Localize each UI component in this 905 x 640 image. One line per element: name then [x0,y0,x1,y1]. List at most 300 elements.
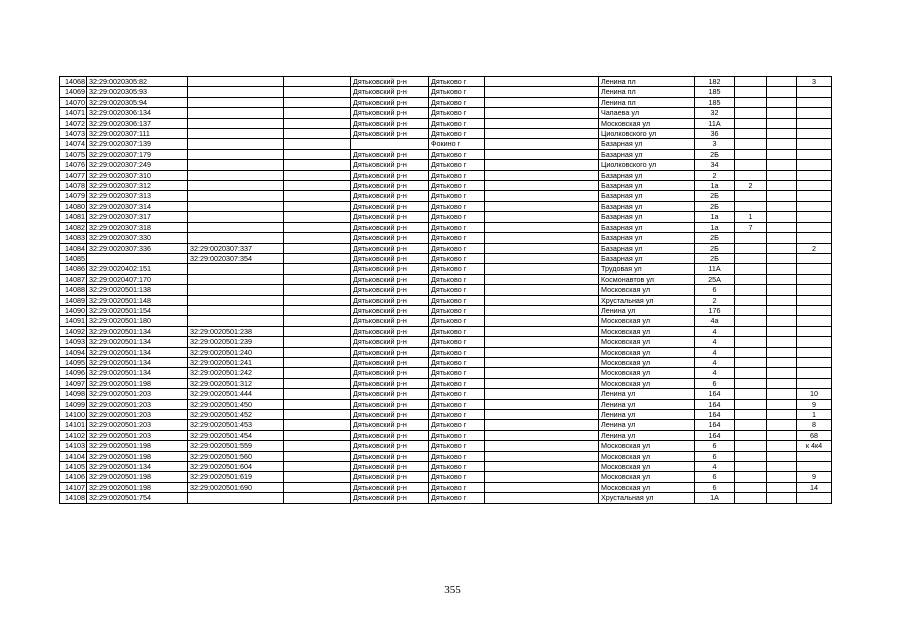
cell-blank-column-2 [485,129,599,139]
cell-extra-column [767,118,797,128]
cell-street: Базарная ул [599,233,695,243]
cell-sub-cadastral-number: 32:29:0020501:452 [188,410,284,420]
cell-apartment-number: 2 [797,243,832,253]
cell-blank-column-2 [485,378,599,388]
cell-cadastral-number: 32:29:0020501:148 [87,295,188,305]
cell-city: Дятьково г [429,181,485,191]
cell-blank-column-2 [485,305,599,315]
cell-apartment-number: 68 [797,430,832,440]
cell-city: Дятьково г [429,399,485,409]
cell-house-number: 164 [695,420,735,430]
cell-row-number: 14080 [60,201,87,211]
cell-blank-column [284,441,351,451]
cell-apartment-number: 10 [797,389,832,399]
table-row [60,201,832,211]
cell-sub-cadastral-number: 32:29:0020501:450 [188,399,284,409]
cell-city: Дятьково г [429,201,485,211]
cell-row-number: 14107 [60,482,87,492]
cell-house-number: 185 [695,87,735,97]
cell-row-number: 14108 [60,493,87,503]
cell-city: Дятьково г [429,253,485,263]
cell-apartment-number [797,347,832,357]
cell-city: Дятьково г [429,441,485,451]
cell-street: Чапаева ул [599,108,695,118]
cell-cadastral-number: 32:29:0020501:203 [87,420,188,430]
table-row [60,399,832,409]
cell-row-number: 14073 [60,129,87,139]
cell-extra-column [767,264,797,274]
cell-city: Дятьково г [429,337,485,347]
cell-cadastral-number: 32:29:0020307:314 [87,201,188,211]
cell-house-number: 11А [695,118,735,128]
cell-district: Дятьковский р-н [351,160,429,170]
cell-city: Дятьково г [429,347,485,357]
cell-blank-column-2 [485,149,599,159]
cell-sub-cadastral-number [188,149,284,159]
cell-apartment-number: 9 [797,399,832,409]
cell-house-number: 4 [695,347,735,357]
cell-building-number [735,337,767,347]
cell-house-number: 6 [695,441,735,451]
cell-cadastral-number: 32:29:0020501:203 [87,399,188,409]
cell-blank-column [284,139,351,149]
cell-city: Дятьково г [429,482,485,492]
cell-street: Московская ул [599,357,695,367]
cell-building-number [735,357,767,367]
cell-street: Ленина ул [599,430,695,440]
cell-district: Дятьковский р-н [351,170,429,180]
cell-building-number [735,191,767,201]
cell-building-number [735,389,767,399]
cell-district: Дятьковский р-н [351,222,429,232]
cell-street: Трудовая ул [599,264,695,274]
cell-district: Дятьковский р-н [351,243,429,253]
cell-sub-cadastral-number [188,285,284,295]
cell-blank-column [284,149,351,159]
cell-cadastral-number: 32:29:0020305:82 [87,77,188,87]
cell-apartment-number: 9 [797,472,832,482]
cell-building-number [735,274,767,284]
cell-apartment-number [797,160,832,170]
cell-building-number: 2 [735,181,767,191]
cell-city: Дятьково г [429,420,485,430]
cell-city: Дятьково г [429,410,485,420]
cell-street: Космонавтов ул [599,274,695,284]
cell-blank-column-2 [485,191,599,201]
cell-district: Дятьковский р-н [351,399,429,409]
cell-extra-column [767,285,797,295]
cell-district: Дятьковский р-н [351,462,429,472]
cell-house-number: 6 [695,378,735,388]
cell-row-number: 14081 [60,212,87,222]
cell-district: Дятьковский р-н [351,493,429,503]
cell-house-number: 164 [695,389,735,399]
cell-district: Дятьковский р-н [351,201,429,211]
cell-building-number [735,87,767,97]
cell-street: Циолковского ул [599,129,695,139]
cell-district: Дятьковский р-н [351,357,429,367]
cell-building-number [735,462,767,472]
cell-house-number: 32 [695,108,735,118]
cell-sub-cadastral-number: 32:29:0020501:242 [188,368,284,378]
cell-row-number: 14096 [60,368,87,378]
cell-extra-column [767,222,797,232]
cell-district: Дятьковский р-н [351,118,429,128]
cell-apartment-number [797,212,832,222]
cell-apartment-number [797,181,832,191]
cell-city: Дятьково г [429,149,485,159]
cell-extra-column [767,378,797,388]
cell-building-number [735,472,767,482]
cell-city: Дятьково г [429,285,485,295]
cell-sub-cadastral-number: 32:29:0020501:619 [188,472,284,482]
table-row [60,97,832,107]
cell-house-number: 6 [695,472,735,482]
cell-house-number: 11А [695,264,735,274]
cell-house-number: 185 [695,97,735,107]
cell-cadastral-number: 32:29:0020407:170 [87,274,188,284]
cell-extra-column [767,170,797,180]
cell-extra-column [767,201,797,211]
cell-extra-column [767,212,797,222]
cell-cadastral-number: 32:29:0020501:203 [87,410,188,420]
cell-extra-column [767,410,797,420]
cell-building-number [735,170,767,180]
table-row [60,347,832,357]
cell-blank-column [284,87,351,97]
cell-extra-column [767,326,797,336]
cell-district: Дятьковский р-н [351,305,429,315]
table-row [60,410,832,420]
cell-blank-column [284,118,351,128]
table-row [60,378,832,388]
cell-extra-column [767,253,797,263]
cell-cadastral-number: 32:29:0020501:198 [87,472,188,482]
cell-street: Базарная ул [599,243,695,253]
cell-apartment-number [797,264,832,274]
cell-cadastral-number: 32:29:0020402:151 [87,264,188,274]
cell-street: Базарная ул [599,201,695,211]
cell-apartment-number [797,129,832,139]
cell-building-number [735,295,767,305]
cell-cadastral-number: 32:29:0020306:134 [87,108,188,118]
cell-blank-column-2 [485,462,599,472]
cell-apartment-number: к 4к4 [797,441,832,451]
cell-city: Дятьково г [429,493,485,503]
cell-extra-column [767,337,797,347]
page-number: 355 [444,584,461,596]
cell-building-number [735,430,767,440]
cell-district: Дятьковский р-н [351,129,429,139]
cell-city: Дятьково г [429,222,485,232]
cell-apartment-number [797,451,832,461]
table-row [60,441,832,451]
table-row [60,118,832,128]
cell-blank-column-2 [485,212,599,222]
cell-blank-column [284,212,351,222]
cell-district: Дятьковский р-н [351,389,429,399]
cell-apartment-number [797,139,832,149]
cell-blank-column [284,77,351,87]
cell-extra-column [767,462,797,472]
cell-row-number: 14077 [60,170,87,180]
table-row [60,108,832,118]
cell-blank-column-2 [485,264,599,274]
table-row [60,337,832,347]
cell-blank-column-2 [485,441,599,451]
cell-house-number: 1а [695,222,735,232]
cell-extra-column [767,160,797,170]
table-row [60,77,832,87]
cell-house-number: 6 [695,482,735,492]
cell-sub-cadastral-number: 32:29:0020501:454 [188,430,284,440]
cell-blank-column-2 [485,451,599,461]
cell-street: Московская ул [599,451,695,461]
cell-blank-column [284,378,351,388]
cell-city: Дятьково г [429,451,485,461]
cell-house-number: 2Б [695,253,735,263]
cell-row-number: 14095 [60,357,87,367]
cell-district: Дятьковский р-н [351,472,429,482]
cell-cadastral-number: 32:29:0020307:111 [87,129,188,139]
cell-blank-column [284,201,351,211]
cell-building-number [735,243,767,253]
cell-blank-column-2 [485,285,599,295]
cell-house-number: 3 [695,139,735,149]
cell-building-number [735,493,767,503]
cell-building-number [735,368,767,378]
cell-house-number: 2 [695,295,735,305]
cell-blank-column [284,347,351,357]
cell-city: Дятьково г [429,368,485,378]
cell-building-number [735,149,767,159]
cell-city: Дятьково г [429,77,485,87]
cell-apartment-number [797,222,832,232]
cell-blank-column-2 [485,410,599,420]
cell-extra-column [767,233,797,243]
cell-street: Базарная ул [599,181,695,191]
registry-table-body [60,77,832,504]
cell-blank-column-2 [485,347,599,357]
cell-row-number: 14086 [60,264,87,274]
table-row [60,139,832,149]
cell-blank-column-2 [485,160,599,170]
cell-apartment-number [797,233,832,243]
cell-district: Дятьковский р-н [351,326,429,336]
cell-apartment-number: 1 [797,410,832,420]
cell-row-number: 14090 [60,305,87,315]
cell-house-number: 1а [695,181,735,191]
cell-city: Дятьково г [429,87,485,97]
cell-cadastral-number: 32:29:0020307:179 [87,149,188,159]
cell-cadastral-number: 32:29:0020501:754 [87,493,188,503]
cell-district: Дятьковский р-н [351,347,429,357]
table-row [60,430,832,440]
cell-building-number [735,108,767,118]
cell-house-number: 4 [695,368,735,378]
cell-apartment-number [797,493,832,503]
cell-district: Дятьковский р-н [351,368,429,378]
cell-apartment-number [797,201,832,211]
cell-cadastral-number: 32:29:0020501:198 [87,482,188,492]
cell-blank-column [284,305,351,315]
cell-sub-cadastral-number: 32:29:0020501:240 [188,347,284,357]
table-row [60,493,832,503]
cell-extra-column [767,357,797,367]
cell-extra-column [767,441,797,451]
cell-row-number: 14093 [60,337,87,347]
cell-row-number: 14079 [60,191,87,201]
cell-blank-column [284,191,351,201]
cell-street: Базарная ул [599,170,695,180]
cell-row-number: 14069 [60,87,87,97]
registry-table [59,76,832,504]
cell-street: Ленина ул [599,305,695,315]
cell-cadastral-number: 32:29:0020501:198 [87,451,188,461]
cell-street: Ленина ул [599,410,695,420]
cell-extra-column [767,191,797,201]
cell-house-number: 34 [695,160,735,170]
cell-row-number: 14072 [60,118,87,128]
cell-sub-cadastral-number: 32:29:0020307:354 [188,253,284,263]
table-row [60,212,832,222]
cell-blank-column [284,264,351,274]
cell-district: Дятьковский р-н [351,420,429,430]
cell-sub-cadastral-number: 32:29:0020501:453 [188,420,284,430]
cell-extra-column [767,399,797,409]
cell-extra-column [767,305,797,315]
cell-blank-column-2 [485,430,599,440]
cell-sub-cadastral-number [188,170,284,180]
cell-house-number: 2Б [695,201,735,211]
cell-blank-column [284,274,351,284]
cell-extra-column [767,108,797,118]
cell-blank-column [284,420,351,430]
cell-district: Дятьковский р-н [351,181,429,191]
cell-cadastral-number: 32:29:0020501:134 [87,347,188,357]
cell-row-number: 14097 [60,378,87,388]
cell-extra-column [767,243,797,253]
cell-district: Дятьковский р-н [351,274,429,284]
cell-sub-cadastral-number [188,233,284,243]
table-row [60,482,832,492]
cell-extra-column [767,482,797,492]
cell-city: Дятьково г [429,233,485,243]
cell-blank-column [284,389,351,399]
cell-extra-column [767,77,797,87]
cell-street: Ленина ул [599,420,695,430]
cell-house-number: 2 [695,170,735,180]
cell-apartment-number [797,462,832,472]
cell-city: Дятьково г [429,357,485,367]
cell-cadastral-number: 32:29:0020305:94 [87,97,188,107]
cell-blank-column-2 [485,181,599,191]
cell-building-number [735,451,767,461]
cell-house-number: 2Б [695,149,735,159]
cell-blank-column [284,326,351,336]
cell-city: Фокино г [429,139,485,149]
cell-cadastral-number: 32:29:0020307:336 [87,243,188,253]
cell-street: Московская ул [599,316,695,326]
table-row [60,87,832,97]
cell-district: Дятьковский р-н [351,295,429,305]
cell-district [351,139,429,149]
cell-sub-cadastral-number: 32:29:0020501:239 [188,337,284,347]
cell-sub-cadastral-number: 32:29:0020501:238 [188,326,284,336]
cell-blank-column [284,316,351,326]
cell-apartment-number [797,108,832,118]
cell-cadastral-number: 32:29:0020305:93 [87,87,188,97]
cell-district: Дятьковский р-н [351,97,429,107]
cell-sub-cadastral-number [188,160,284,170]
cell-house-number: 25А [695,274,735,284]
cell-building-number [735,347,767,357]
cell-sub-cadastral-number: 32:29:0020501:312 [188,378,284,388]
cell-district: Дятьковский р-н [351,212,429,222]
cell-blank-column-2 [485,87,599,97]
cell-extra-column [767,451,797,461]
cell-sub-cadastral-number [188,108,284,118]
cell-city: Дятьково г [429,212,485,222]
cell-blank-column [284,357,351,367]
cell-district: Дятьковский р-н [351,149,429,159]
cell-street: Московская ул [599,347,695,357]
cell-blank-column [284,462,351,472]
cell-cadastral-number: 32:29:0020307:249 [87,160,188,170]
table-row [60,274,832,284]
cell-sub-cadastral-number [188,274,284,284]
cell-cadastral-number: 32:29:0020501:138 [87,285,188,295]
table-row [60,462,832,472]
cell-row-number: 14083 [60,233,87,243]
cell-cadastral-number: 32:29:0020501:198 [87,441,188,451]
cell-apartment-number [797,170,832,180]
table-row [60,149,832,159]
cell-building-number [735,201,767,211]
cell-blank-column [284,108,351,118]
cell-district: Дятьковский р-н [351,410,429,420]
cell-city: Дятьково г [429,295,485,305]
cell-extra-column [767,430,797,440]
cell-city: Дятьково г [429,243,485,253]
table-row [60,295,832,305]
cell-sub-cadastral-number: 32:29:0020501:559 [188,441,284,451]
cell-blank-column-2 [485,253,599,263]
cell-extra-column [767,472,797,482]
cell-street: Ленина пл [599,97,695,107]
cell-district: Дятьковский р-н [351,430,429,440]
cell-sub-cadastral-number [188,222,284,232]
cell-apartment-number [797,253,832,263]
cell-city: Дятьково г [429,316,485,326]
cell-blank-column [284,222,351,232]
cell-blank-column-2 [485,472,599,482]
cell-building-number [735,118,767,128]
cell-district: Дятьковский р-н [351,285,429,295]
cell-blank-column-2 [485,326,599,336]
cell-house-number: 36 [695,129,735,139]
cell-sub-cadastral-number [188,201,284,211]
cell-sub-cadastral-number [188,295,284,305]
table-row [60,357,832,367]
cell-city: Дятьково г [429,389,485,399]
cell-row-number: 14088 [60,285,87,295]
cell-district: Дятьковский р-н [351,233,429,243]
cell-district: Дятьковский р-н [351,253,429,263]
cell-row-number: 14102 [60,430,87,440]
cell-building-number [735,77,767,87]
cell-apartment-number [797,337,832,347]
